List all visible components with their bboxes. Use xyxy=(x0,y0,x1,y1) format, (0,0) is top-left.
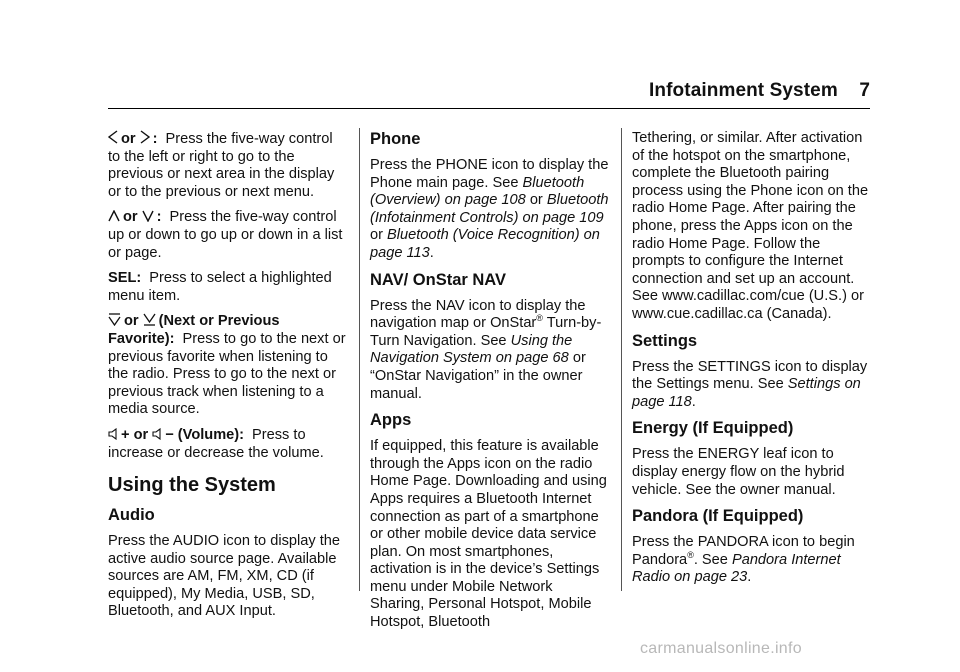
section-heading: Using the System xyxy=(108,474,276,497)
column-1 xyxy=(108,130,348,629)
column-3 xyxy=(632,130,872,595)
pandora-heading: Pandora (If Equipped) xyxy=(632,507,804,526)
registered-mark: ® xyxy=(687,549,694,560)
settings-reference: Settings on page 118 xyxy=(632,376,861,410)
period: . xyxy=(691,393,696,410)
favorite-paragraph xyxy=(108,313,348,419)
or-text: or xyxy=(529,192,543,209)
phone-reference: Bluetooth (Voice Recognition) on page 113 xyxy=(370,227,600,261)
section-title: Infotainment System xyxy=(649,80,838,101)
energy-heading: Energy (If Equipped) xyxy=(632,419,794,438)
apps-continued-text: Tethering, or similar. After activation of the hotspot on the smartphone, complete the Bluetooth pairing process using the Phone icon on the radio Home Page. After pairing the phone, press the Apps icon on the radio Home Page. Follow the prompts to configure the Internet connection and set up an account. See www.cadillac.com/cue (U.S.) or www.cue.cadillac.ca (Canada). xyxy=(632,130,869,322)
colon-text: : xyxy=(156,209,162,226)
ud-control-paragraph xyxy=(108,209,348,262)
settings-text: Press the SETTINGS icon to display the Settings menu. See xyxy=(632,358,868,393)
energy-text: Press the ENERGY leaf icon to display energy flow on the hybrid vehicle. See the owner manual. xyxy=(632,446,845,498)
chevron-up-icon xyxy=(108,210,120,222)
colon-text: : xyxy=(152,131,158,147)
lr-control-paragraph xyxy=(108,130,348,201)
page-header xyxy=(108,80,870,106)
volume-icon xyxy=(152,428,162,440)
apps-heading: Apps xyxy=(370,411,412,430)
or-text: or xyxy=(121,131,136,147)
registered-mark: ® xyxy=(536,313,543,324)
column-2 xyxy=(370,130,610,640)
volume-plus-text: + or xyxy=(121,426,149,443)
nav-reference: Using the Navigation System on page 68 xyxy=(370,332,573,367)
phone-heading: Phone xyxy=(370,130,421,148)
phone-text: Press the PHONE icon to display the Phone main page. See xyxy=(370,157,609,191)
nav-paragraph xyxy=(370,298,610,404)
period: . xyxy=(429,244,434,261)
favorite-text: Press to go to the next or previous favorite when listening to the radio. Press to go to the next or previous track when listening to a media source. xyxy=(108,330,346,418)
phone-reference: Bluetooth (Overview) on page 108 xyxy=(370,174,585,209)
settings-heading: Settings xyxy=(632,331,698,350)
settings-paragraph xyxy=(632,359,872,412)
chevron-right-icon xyxy=(140,130,150,144)
sel-term: SEL: xyxy=(108,270,142,287)
or-text: or xyxy=(124,313,139,330)
ud-control-text: Press the five-way control up or down to go up or down in a list or page. xyxy=(108,209,343,261)
column-divider xyxy=(359,128,360,591)
favorite-previous-icon xyxy=(108,313,121,326)
audio-heading: Audio xyxy=(108,506,155,525)
audio-text: Press the AUDIO icon to display the active audio source page. Available sources are AM, FM, XM, CD (if equipped), My Media, USB, SD, Bluetooth, and AUX Input. xyxy=(108,533,340,620)
header-rule xyxy=(108,108,870,109)
volume-icon xyxy=(108,428,118,440)
period: . xyxy=(747,569,752,586)
or-text: or xyxy=(370,227,383,244)
watermark: carmanualsonline.info xyxy=(640,640,802,657)
phone-paragraph xyxy=(370,157,610,263)
pandora-text: Press the PANDORA icon to begin Pandora xyxy=(632,534,855,568)
chevron-left-icon xyxy=(108,130,118,144)
page-number: 7 xyxy=(859,80,870,101)
sel-text: Press to select a highlighted menu item. xyxy=(108,270,332,304)
column-divider xyxy=(621,128,622,591)
or-text: or xyxy=(123,209,138,226)
favorite-term: (Next or Previous Favorite): xyxy=(108,313,280,347)
lr-control-text: Press the five-way control to the left or right to go to the previous or next area in the display or to the previous or next menu. xyxy=(108,131,335,200)
header-title xyxy=(649,80,870,102)
nav-heading: NAV/ OnStar NAV xyxy=(370,270,506,289)
volume-text: Press to increase or decrease the volume. xyxy=(108,426,324,461)
volume-paragraph xyxy=(108,427,348,462)
favorite-next-icon xyxy=(143,313,156,326)
pandora-text: . See xyxy=(693,551,728,568)
nav-text: Turn-by-Turn Navigation. See xyxy=(370,315,602,349)
pandora-paragraph xyxy=(632,534,872,587)
nav-text: or “OnStar Navigation” in the owner manual. xyxy=(370,350,586,402)
volume-term: − (Volume): xyxy=(165,426,245,443)
pandora-reference: Pandora Internet Radio on page 23 xyxy=(632,551,841,586)
nav-text: Press the NAV icon to display the navigation map or OnStar xyxy=(370,297,586,332)
apps-text: If equipped, this feature is available through the Apps icon on the radio Home Page. Downloading and using Apps requires a Bluetooth Internet connection as part of a smartphone or other mobile device data service plan. On most smartphones, activation is in the device’s Settings menu under Mobile Network Sharing, Personal Hotspot, Mobile Hotspot, Bluetooth xyxy=(370,438,607,631)
sel-paragraph xyxy=(108,270,348,305)
chevron-down-icon xyxy=(142,210,154,222)
phone-reference: Bluetooth (Infotainment Controls) on page 109 xyxy=(370,192,609,226)
